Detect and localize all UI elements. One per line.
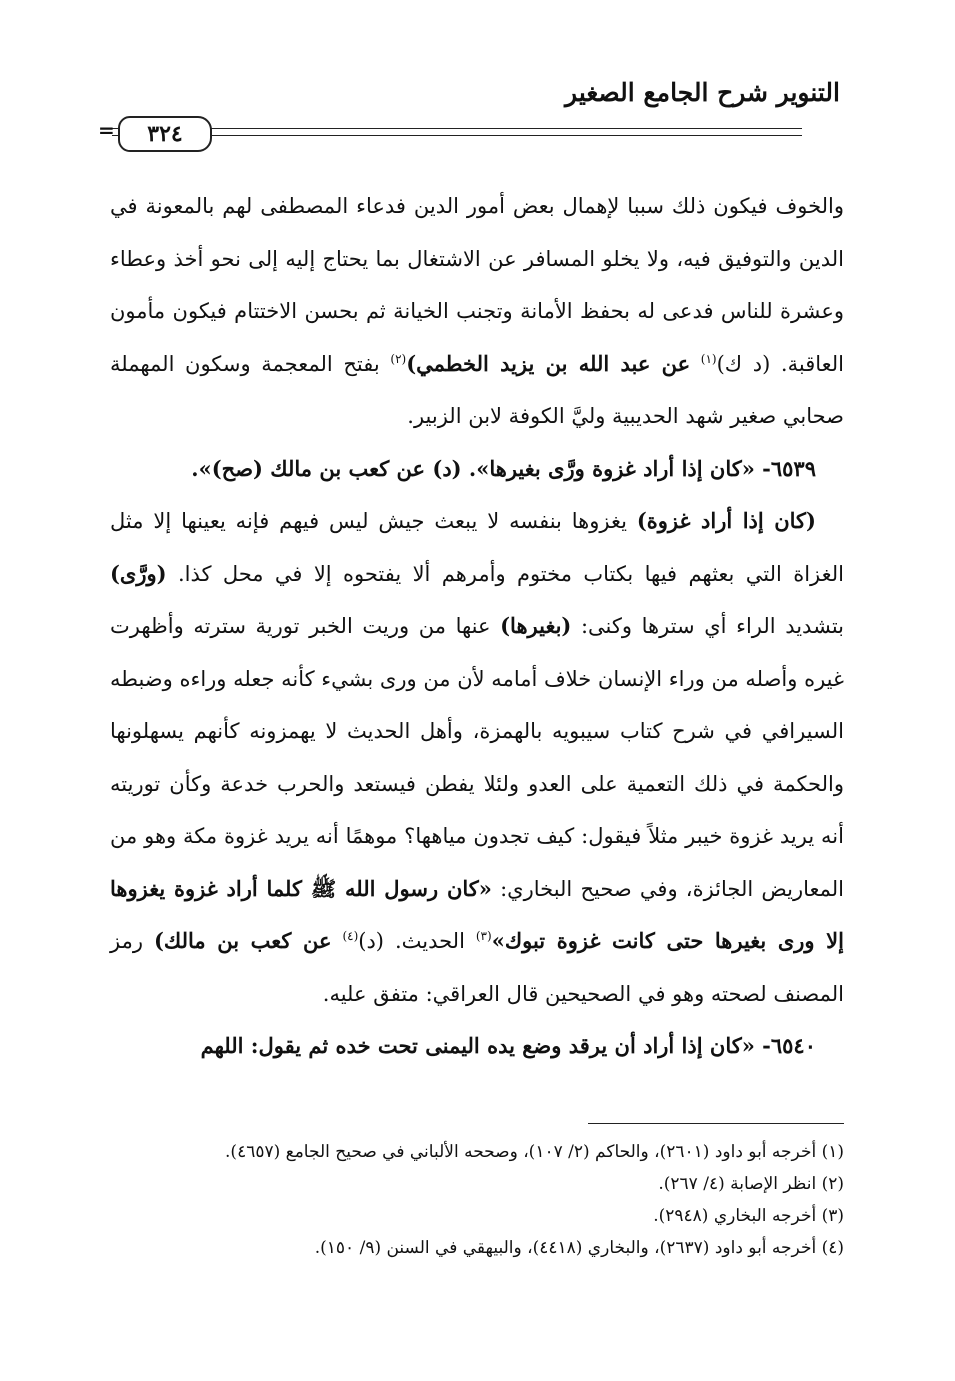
main-text	[110, 180, 844, 1073]
rule-cap-icon: =	[98, 118, 115, 142]
footnote-1: (١) أخرجه أبو داود (٢٦٠١)، والحاكم (٢/ ١٠٧)، وصححه الألباني في صحيح الجامع (٤٦٥٧).	[225, 1142, 844, 1162]
footnote-ref: (٣)	[475, 929, 492, 943]
page-number-badge	[118, 116, 212, 152]
header-rule-line	[112, 135, 802, 136]
hadith-number: ٦٥٣٩-	[754, 455, 816, 481]
footnotes	[110, 1136, 844, 1264]
header-rule	[98, 116, 838, 156]
hadith-text: «كان إذا أراد أن يرقد وضع يده اليمنى تحت خده ثم يقول: اللهم	[200, 1033, 755, 1058]
page-number: ٣٢٤	[147, 121, 183, 147]
running-title: التنوير شرح الجامع الصغير	[565, 78, 840, 107]
footnote-2: (٢) انظر الإصابة (٤/ ٢٦٧).	[658, 1174, 844, 1194]
footnote-ref: (٢)	[390, 351, 407, 366]
footnote-3: (٣) أخرجه البخاري (٢٩٤٨).	[653, 1206, 844, 1226]
footnote-4: (٤) أخرجه أبو داود (٢٦٣٧)، والبخاري (٤٤١٨)، والبيهقي في السنن (٩/ ١٥٠).	[314, 1238, 844, 1258]
paragraph-commentary-6538: والخوف فيكون ذلك سببا لإهمال بعض أمور الدين فدعاء المصطفى لهم بالمعونة في الدين والتوفيق فيه، ولا يخلو المسافر عن الاشتغال بما يحتاج إليه إلى نحو أخذ وعطاء وعشرة للناس فدعى له بحفظ الأمانة وتجنب الخيانة ثم بحسن الاختتام فيكون مأمون العاقبة. (د ك)$^{(١)}$ عن عبد الله بن يزيد الخطمي)$^{(٢)}$ بفتح المعجمة وسكون المهملة صحابي صغير شهد الحديبية وليَّ الكوفة لابن الزبير.	[110, 194, 844, 428]
header-rule-line	[112, 128, 802, 129]
footnote-ref: (١)	[700, 351, 717, 366]
hadith-heading-6539	[110, 443, 844, 496]
hadith-text: «كان إذا أراد غزوة ورَّى بغيرها». (د) عن كعب بن مالك (صح)».	[191, 455, 755, 481]
hadith-number: ٦٥٤٠-	[754, 1033, 816, 1058]
footnote-ref: (٤)	[342, 929, 359, 943]
hadith-heading-6540	[110, 1020, 844, 1073]
paragraph-commentary-6539: (كان إذا أراد غزوة) يغزوها بنفسه لا يبعث جيش ليس فيهم فإنه يعينها إلا مثل الغزاة التي بعثهم فيها بكتاب مختوم وأمرهم ألا يفتحوه إلا في محل كذا. (ورَّى) بتشديد الراء أي سترها وكنى: (بغيرها) عنها من وريت الخبر تورية سترته وأظهرت غيره وأصله من وراء الإنسان خلاف أمامه لأن من ورى بشيء كأنه جعله وراءه وضبطه السيرافي في شرح كتاب سيبويه بالهمزة، وأهل الحديث لا يهمزونه كأنهم يسهلونها والحكمة في ذلك التعمية على العدو ولئلا يفطن فيستعد والحرب خدعة وكأن توريته أنه يريد غزوة خيبر مثلاً فيقول: كيف تجدون مياهها؟ موهمًا أنه يريد غزوة مكة وهو من المعاريض الجائزة، وفي صحيح البخاري: «كان رسول الله ﷺ كلما أراد غزوة يغزوها إلا ورى بغيرها حتى كانت غزوة تبوك»$^{(٣)}$ الحديث. (د)$^{(٤)}$ عن كعب بن مالك) رمز المصنف لصحته وهو في الصحيحين قال العراقي: متفق عليه.	[109, 508, 844, 1006]
footnote-separator	[588, 1123, 844, 1124]
narrator-bold: عن عبد الله بن يزيد الخطمي)	[406, 350, 691, 376]
